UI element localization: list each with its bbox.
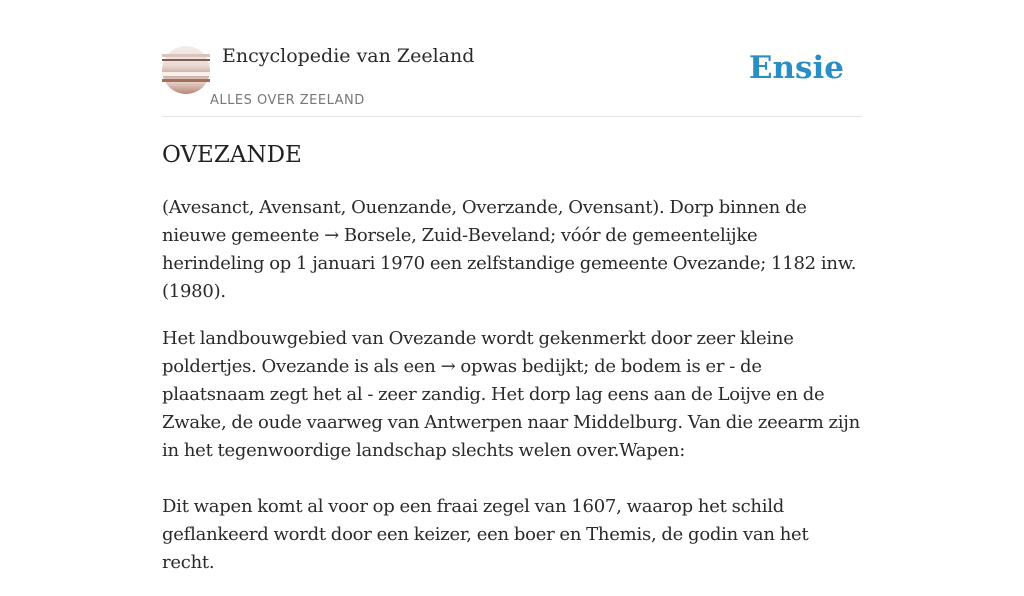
site-avatar[interactable] <box>162 46 210 94</box>
site-title[interactable]: Encyclopedie van Zeeland <box>222 45 475 67</box>
paragraph: (Avesanct, Avensant, Ouenzande, Overzande, Ovensant). Dorp binnen de nieuwe gemeente → Borsele, Zuid-Beveland; vóór de gemeentelijke herindeling op 1 januari 1970 een zelfstandige gemeente Ovezande; 1182 inw. (1980). <box>162 197 857 302</box>
site-header <box>162 0 862 117</box>
article <box>162 138 862 596</box>
paragraph: Het landbouwgebied van Ovezande wordt gekenmerkt door zeer kleine poldertjes. Ovezande is als een → opwas bedijkt; de bodem is er - de plaatsnaam zegt het al - zeer zandig. Het dorp lag eens aan de Loijve en de Zwake, de oude vaarweg van Antwerpen naar Middelburg. Van die zeearm zijn in het tegenwoordige landschap slechts welen over.Wapen: Dit wapen komt al voor op een fraai zegel van 1607, waarop het schild geflankeerd wordt door een keizer, een boer en Themis, de godin van het recht. <box>162 328 860 573</box>
site-subtitle: ALLES OVER ZEELAND <box>210 93 365 108</box>
entry-title: OVEZANDE <box>162 142 302 168</box>
brand-logo[interactable]: Ensie <box>748 50 844 86</box>
